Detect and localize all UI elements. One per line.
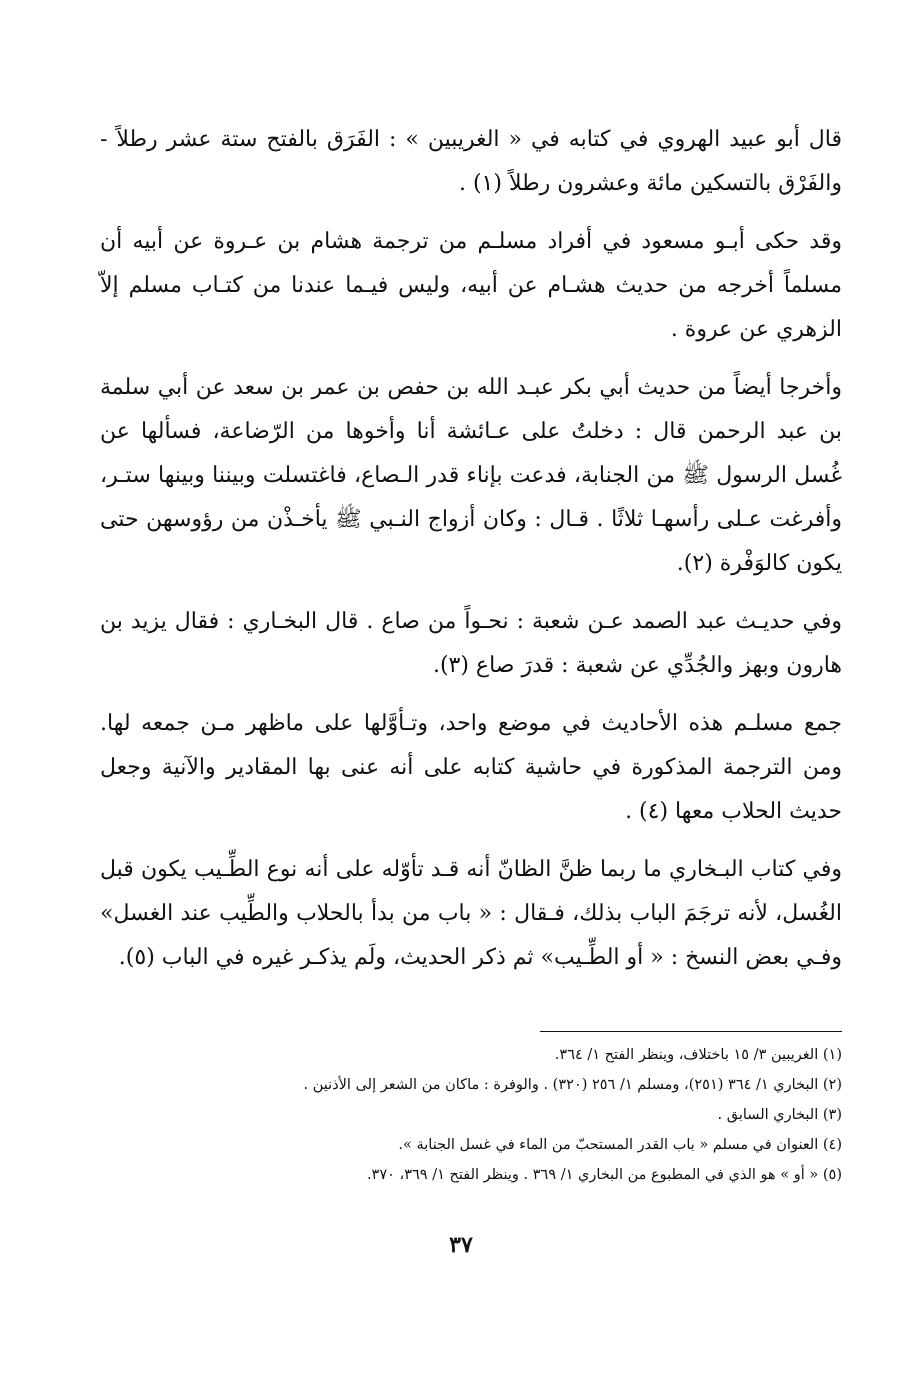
main-text: [100, 118, 842, 994]
footnote-1: (١) الغريبين ٣/ ١٥ باختلاف، وينظر الفتح ١/ ٣٦٤.: [554, 1047, 842, 1063]
footnote-3: (٣) البخاري السابق .: [717, 1107, 842, 1123]
paragraph-1: قال أبو عبيد الهروي في كتابه في « الغريبين » : الفَرَق بالفتح ستة عشر رطلاً - والفَرْق بالتسكين مائة وعشرون رطلاً (١) .: [100, 127, 842, 196]
paragraph-3: وأخرجا أيضاً من حديث أبي بكر عبـد الله بن حفص بن عمر بن سعد عن أبي سلمة بن عبد الرحمن قال : دخلتُ على عـائشة أنا وأخوها من الرّضاعة، فسألها عن غُسل الرسول ﷺ من الجنابة، فدعت بإناء قدر الـصاع، فاغتسلت وبيننا وبينها ستـر، وأفرغت عـلى رأسهـا ثلاثًا . قـال : وكان أزواج النـبي ﷺ يأخـذْن من رؤوسهن حتى يكون كالوَفْرة (٢).: [100, 375, 842, 576]
paragraph-6: وفي كتاب البـخاري ما ربما ظنَّ الظانّ أنه قـد تأوّله على أنه نوع الطِّـيب يكون قبل الغُسل، لأنه ترجَمَ الباب بذلك، فـقال : « باب من بدأ بالحلاب والطِّيب عند الغسل» وفـي بعض النسخ : « أو الطِّـيب» ثم ذكر الحديث، ولَم يذكـر غيره في الباب (٥).: [100, 857, 842, 970]
footnotes: [100, 1040, 842, 1190]
paragraph-2: وقد حكى أبـو مسعود في أفراد مسلـم من ترجمة هشام بن عـروة عن أبيه أن مسلماً أخرجه من حديث هشـام عن أبيه، وليس فيـما عندنا من كتـاب مسلم إلاّ الزهري عن عروة .: [100, 229, 842, 342]
page-number: ٣٧: [449, 1232, 473, 1258]
footnote-4: (٤) العنوان في مسلم « باب القدر المستحبّ من الماء في غسل الجنابة ».: [398, 1137, 842, 1153]
footnote-5: (٥) « أو » هو الذي في المطبوع من البخاري ١/ ٣٦٩ . وينظر الفتح ١/ ٣٦٩، ٣٧٠.: [366, 1167, 842, 1183]
paragraph-4: وفي حديـث عبد الصمد عـن شعبة : نحـواً من صاع . قال البخـاري : فقال يزيد بن هارون وبهز والجُدِّي عن شعبة : قدرَ صاع (٣).: [100, 609, 842, 678]
paragraph-5: جمع مسلـم هذه الأحاديث في موضع واحد، وتـأوَّلها على ماظهر مـن جمعه لها. ومن الترجمة المذكورة في حاشية كتابه على أنه عنى بها المقادير والآنية وجعل حديث الحلاب معها (٤) .: [100, 711, 842, 824]
footnote-separator: [540, 1031, 842, 1032]
footnote-2: (٢) البخاري ١/ ٣٦٤ (٢٥١)، ومسلم ١/ ٢٥٦ (٣٢٠) . والوفرة : ماكان من الشعر إلى الأذنين .: [303, 1077, 842, 1093]
